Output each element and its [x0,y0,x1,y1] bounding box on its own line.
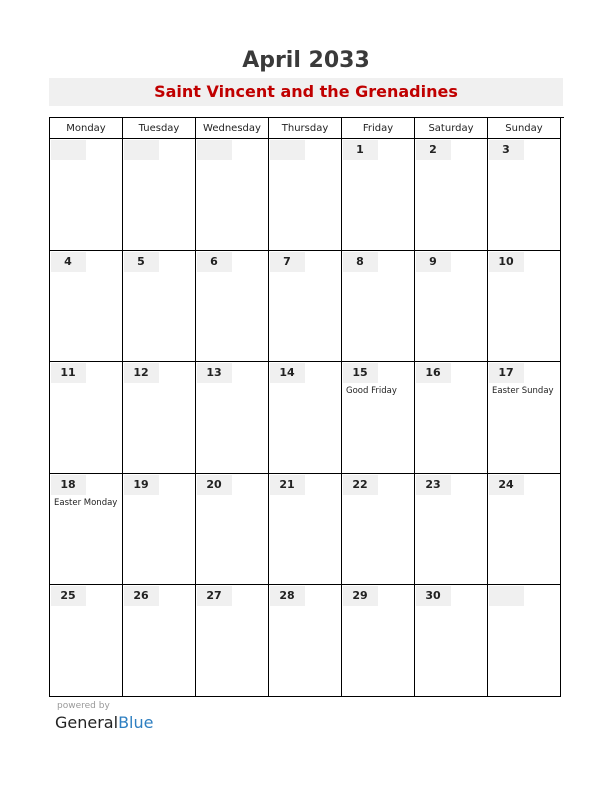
day-cell [415,251,488,363]
day-cell [196,139,269,251]
day-number: 5 [137,254,145,268]
day-cell [123,474,196,586]
week-row [50,585,564,697]
weekday-header: Sunday [488,118,561,139]
day-number: 11 [60,366,76,380]
day-number: 15 [352,366,368,380]
day-cell [269,585,342,697]
day-number-box [51,140,86,160]
day-number: 7 [283,254,291,268]
day-number: 17 [498,366,514,380]
powered-by-label: powered by [57,701,110,711]
day-number: 2 [429,143,437,156]
weekday-header: Saturday [415,118,488,139]
day-number: 12 [133,366,149,380]
day-cell [269,474,342,586]
day-number: 18 [60,477,76,491]
day-cell [488,585,561,697]
weekday-header: Monday [50,118,123,139]
day-cell [342,474,415,586]
day-cell [269,139,342,251]
weekday-header: Tuesday [123,118,196,139]
day-number: 16 [425,366,441,380]
week-row [50,139,564,251]
brand-part-blue: Blue [118,713,154,732]
day-number: 30 [425,589,441,603]
day-number: 19 [133,477,149,491]
day-cell [50,362,123,474]
day-cell [196,251,269,363]
day-cell [342,251,415,363]
day-cell [50,139,123,251]
day-cell [123,362,196,474]
day-number: 20 [206,477,222,491]
day-cell [415,585,488,697]
day-cell [123,585,196,697]
weekday-header-row [50,118,564,139]
holiday-label: Easter Monday [54,497,118,508]
day-cell [488,251,561,363]
day-number: 22 [352,477,368,491]
day-number: 28 [279,589,295,603]
day-number: 9 [429,254,437,268]
day-number: 26 [133,589,149,603]
calendar-grid [49,117,564,697]
country-banner: Saint Vincent and the Grenadines [49,78,563,106]
day-number: 3 [502,143,510,156]
day-number: 10 [498,254,514,268]
day-number: 13 [206,366,222,380]
day-number: 24 [498,477,514,491]
day-number: 8 [356,254,364,268]
day-cell [488,139,561,251]
day-cell [196,585,269,697]
calendar-title: April 2033 [242,48,370,73]
day-cell [269,362,342,474]
day-number: 6 [210,254,218,268]
day-number: 27 [206,589,222,603]
day-cell [488,474,561,586]
day-cell [342,139,415,251]
day-cell [50,585,123,697]
week-row [50,474,564,586]
day-cell [196,362,269,474]
week-row [50,251,564,363]
weekday-header: Thursday [269,118,342,139]
weekday-header: Friday [342,118,415,139]
day-number-box [270,140,305,160]
day-number-box [124,140,159,160]
weeks-container [50,139,564,697]
day-number: 4 [64,254,72,268]
day-number: 21 [279,477,295,491]
day-cell [50,474,123,586]
week-row [50,362,564,474]
day-cell [196,474,269,586]
day-cell [415,139,488,251]
day-number: 14 [279,366,295,380]
day-cell [269,251,342,363]
day-cell [415,474,488,586]
day-number: 23 [425,477,441,491]
day-number-box [197,140,232,160]
weekday-header: Wednesday [196,118,269,139]
holiday-label: Good Friday [346,386,397,397]
generalblue-logo [55,713,153,732]
day-number: 29 [352,589,368,603]
day-cell [415,362,488,474]
day-cell [123,139,196,251]
day-cell [342,362,415,474]
day-number-box [489,586,524,606]
day-number: 1 [356,143,364,156]
day-number: 25 [60,589,76,603]
day-cell [123,251,196,363]
holiday-label: Easter Sunday [492,386,554,397]
day-cell [342,585,415,697]
day-cell [50,251,123,363]
day-cell [488,362,561,474]
brand-part-general: General [55,713,119,732]
